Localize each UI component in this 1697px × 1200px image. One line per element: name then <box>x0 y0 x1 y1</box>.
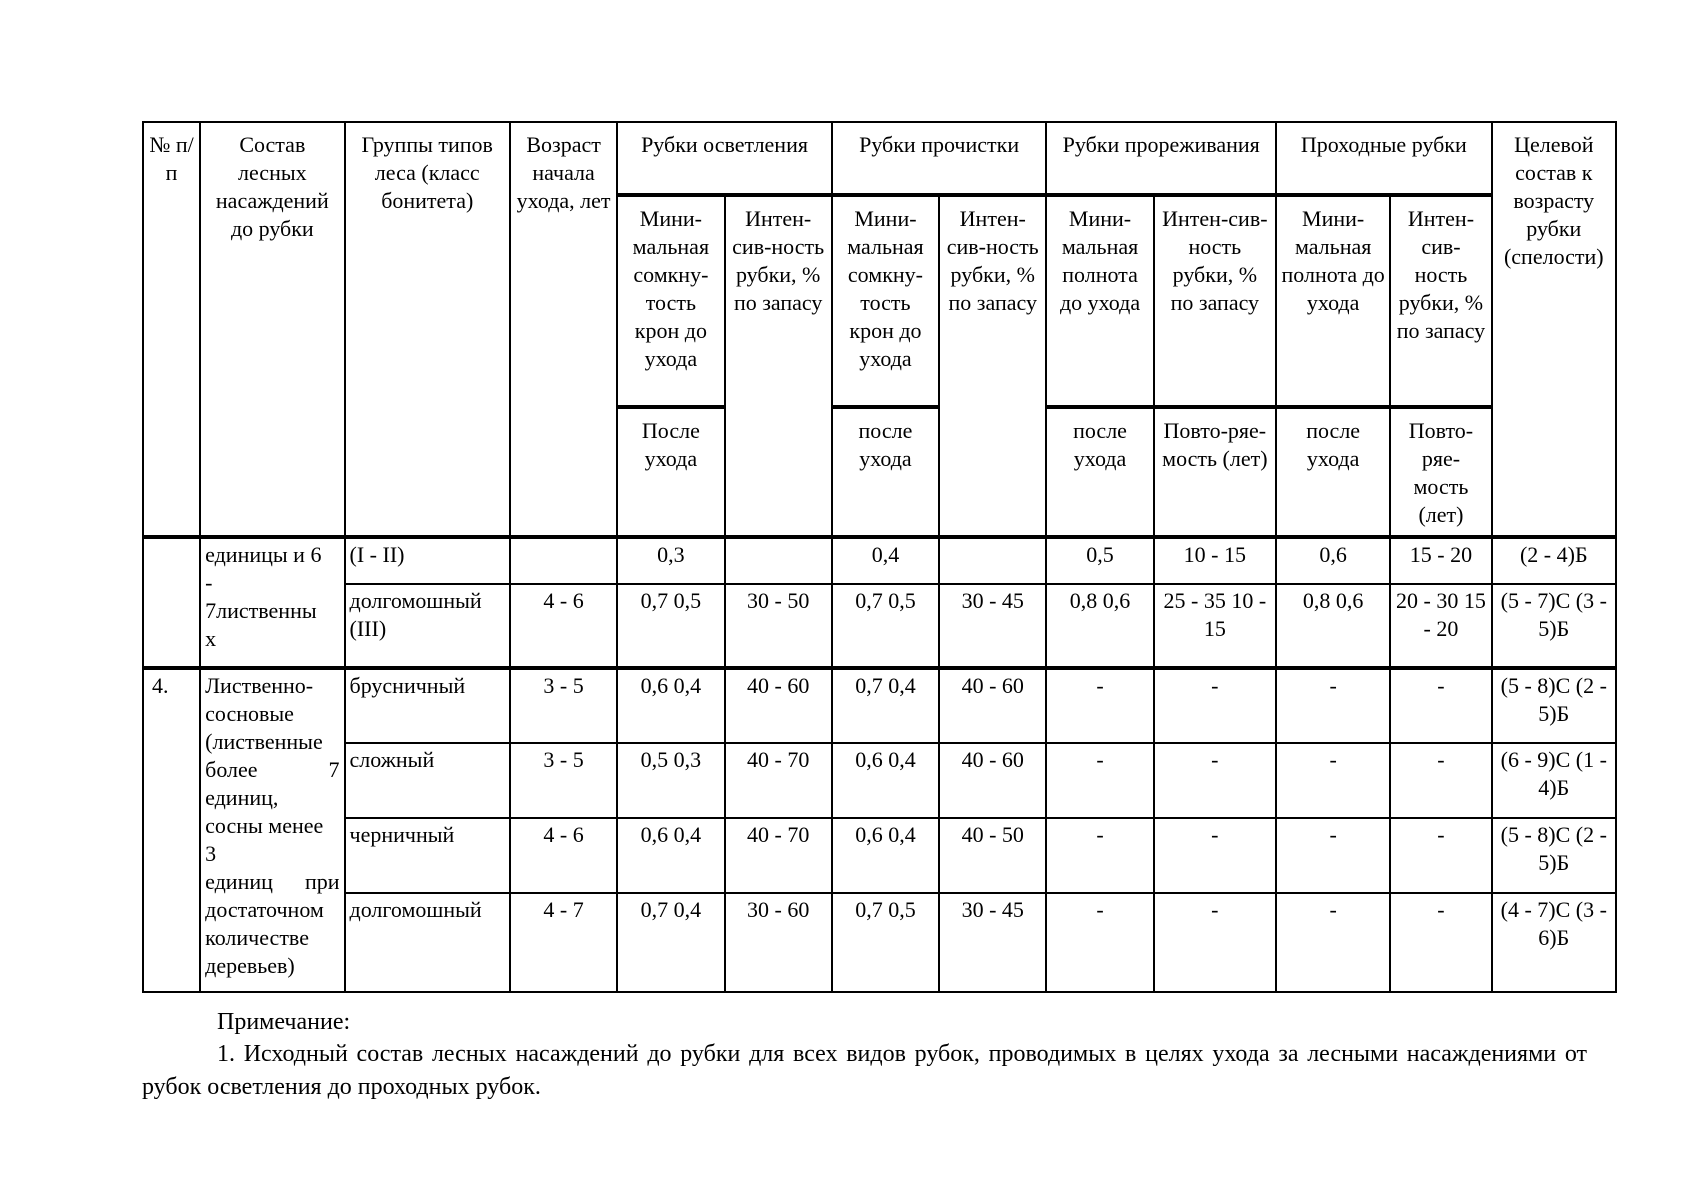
header-thinning-after: после ухода <box>1046 407 1153 537</box>
cell-thinning-min: - <box>1046 668 1153 743</box>
composition-line: 3 <box>205 841 217 866</box>
header-start-age: Возраст начала ухода, лет <box>510 122 617 537</box>
note-title: Примечание: <box>217 1009 351 1035</box>
cell-forest-type: долгомошный <box>345 893 510 992</box>
header-thinning: Рубки прореживания <box>1046 122 1276 195</box>
table-row <box>143 743 1616 818</box>
cell-target: (2 - 4)Б <box>1492 537 1616 584</box>
cell-thinning-min: - <box>1046 818 1153 893</box>
cell-clearing-intensity <box>725 537 832 584</box>
header-passage-repeatability: Повто-ряе-мость (лет) <box>1390 407 1491 537</box>
composition-line: деревьев) <box>205 953 295 978</box>
header-passage-min-density: Мини-мальная полнота до ухода <box>1276 195 1390 407</box>
cell-start-age: 3 - 5 <box>510 743 617 818</box>
cell-thinning-min: 0,8 0,6 <box>1046 584 1153 668</box>
cell-passage-min: 0,6 <box>1276 537 1390 584</box>
header-composition: Состав лесных насаждений до рубки <box>200 122 344 537</box>
cell-target: (4 - 7)С (3 - 6)Б <box>1492 893 1616 992</box>
cell-clearing-intensity: 30 - 50 <box>725 584 832 668</box>
cell-passage-min: - <box>1276 743 1390 818</box>
cell-thinning-min: 0,5 <box>1046 537 1153 584</box>
cell-forest-type: черничный <box>345 818 510 893</box>
cell-target: (5 - 7)С (3 - 5)Б <box>1492 584 1616 668</box>
header-passage: Проходные рубки <box>1276 122 1492 195</box>
cell-start-age <box>510 537 617 584</box>
cell-passage-repeat: - <box>1390 743 1491 818</box>
composition-line: х <box>205 626 217 651</box>
cell-target: (5 - 8)С (2 - 5)Б <box>1492 668 1616 743</box>
cell-thinning-repeat: 25 - 35 10 - 15 <box>1154 584 1276 668</box>
cell-forest-type: (I - II) <box>345 537 510 584</box>
cell-num: 4. <box>143 668 200 992</box>
cell-clearing-min: 0,7 0,5 <box>617 584 724 668</box>
cell-composition <box>200 668 344 992</box>
cell-cleaning-min: 0,7 0,5 <box>832 584 939 668</box>
header-thinning-min-density: Мини-мальная полнота до ухода <box>1046 195 1153 407</box>
cell-cleaning-intensity: 30 - 45 <box>939 893 1046 992</box>
cell-target: (5 - 8)С (2 - 5)Б <box>1492 818 1616 893</box>
table-row <box>143 584 1616 668</box>
header-thinning-intensity: Интен-сив-ность рубки, % по запасу <box>1154 195 1276 407</box>
cell-clearing-intensity: 40 - 60 <box>725 668 832 743</box>
cell-start-age: 4 - 7 <box>510 893 617 992</box>
header-forest-type-group: Группы типов леса (класс бонитета) <box>345 122 510 537</box>
header-clearing-intensity: Интен-сив-ность рубки, % по запасу <box>725 195 832 537</box>
table-row <box>143 818 1616 893</box>
cell-cleaning-intensity: 40 - 50 <box>939 818 1046 893</box>
cell-thinning-repeat: - <box>1154 818 1276 893</box>
cell-clearing-intensity: 40 - 70 <box>725 818 832 893</box>
cell-cleaning-intensity: 40 - 60 <box>939 743 1046 818</box>
composition-line: единиц при <box>205 869 340 894</box>
cell-thinning-repeat: - <box>1154 893 1276 992</box>
header-clearing-min-closure: Мини-мальная сомкну-тость крон до ухода <box>617 195 724 407</box>
cell-cleaning-intensity: 30 - 45 <box>939 584 1046 668</box>
header-passage-intensity: Интен-сив-ность рубки, % по запасу <box>1390 195 1491 407</box>
cell-clearing-min: 0,5 0,3 <box>617 743 724 818</box>
composition-line: сосновые <box>205 701 294 726</box>
composition-line: Лиственно- <box>205 673 314 698</box>
header-thinning-repeatability: Повто-ряе-мость (лет) <box>1154 407 1276 537</box>
cell-forest-type: сложный <box>345 743 510 818</box>
cell-cleaning-min: 0,6 0,4 <box>832 818 939 893</box>
cell-passage-min: - <box>1276 818 1390 893</box>
cell-passage-repeat: - <box>1390 668 1491 743</box>
cell-clearing-intensity: 40 - 70 <box>725 743 832 818</box>
cell-clearing-min: 0,6 0,4 <box>617 818 724 893</box>
header-target: Целевой состав к возрасту рубки (спелости) <box>1492 122 1616 537</box>
cell-cleaning-min: 0,7 0,5 <box>832 893 939 992</box>
cell-cleaning-min: 0,6 0,4 <box>832 743 939 818</box>
cell-forest-type: долгомошный (III) <box>345 584 510 668</box>
cell-num <box>143 537 200 668</box>
header-row-1 <box>143 122 1616 195</box>
forest-care-table <box>142 121 1617 993</box>
header-cleaning: Рубки прочистки <box>832 122 1047 195</box>
header-num: № п/п <box>143 122 200 537</box>
composition-line: сосны менее <box>205 813 324 838</box>
cell-cleaning-intensity: 40 - 60 <box>939 668 1046 743</box>
note-text: 1. Исходный состав лесных насаждений до рубки для всех видов рубок, проводимых в целях ухода за лесными насаждениями от рубок осветления до проходных рубок. <box>142 1041 1587 1100</box>
cell-thinning-min: - <box>1046 743 1153 818</box>
composition-line: количестве <box>205 925 309 950</box>
cell-thinning-repeat: - <box>1154 743 1276 818</box>
cell-passage-min: - <box>1276 668 1390 743</box>
cell-cleaning-min: 0,4 <box>832 537 939 584</box>
composition-line: достаточном <box>205 897 324 922</box>
cell-passage-repeat: 15 - 20 <box>1390 537 1491 584</box>
cell-clearing-min: 0,6 0,4 <box>617 668 724 743</box>
header-clearing: Рубки осветления <box>617 122 832 195</box>
composition-line: единиц, <box>205 785 279 810</box>
cell-passage-repeat: 20 - 30 15 - 20 <box>1390 584 1491 668</box>
cell-start-age: 4 - 6 <box>510 584 617 668</box>
cell-clearing-min: 0,7 0,4 <box>617 893 724 992</box>
cell-passage-repeat: - <box>1390 893 1491 992</box>
header-clearing-after: После ухода <box>617 407 724 537</box>
table-row <box>143 537 1616 584</box>
header-passage-after: после ухода <box>1276 407 1390 537</box>
cell-thinning-repeat: 10 - 15 <box>1154 537 1276 584</box>
cell-target: (6 - 9)С (1 - 4)Б <box>1492 743 1616 818</box>
cell-passage-min: 0,8 0,6 <box>1276 584 1390 668</box>
cell-thinning-min: - <box>1046 893 1153 992</box>
composition-line: (лиственные <box>205 729 323 754</box>
header-cleaning-min-closure: Мини-мальная сомкну-тость крон до ухода <box>832 195 939 407</box>
header-cleaning-intensity: Интен-сив-ность рубки, % по запасу <box>939 195 1046 537</box>
cell-passage-repeat: - <box>1390 818 1491 893</box>
cell-forest-type: брусничный <box>345 668 510 743</box>
header-cleaning-after: после ухода <box>832 407 939 537</box>
cell-clearing-intensity: 30 - 60 <box>725 893 832 992</box>
cell-clearing-min: 0,3 <box>617 537 724 584</box>
table-row <box>143 893 1616 992</box>
cell-composition <box>200 537 344 668</box>
composition-line: более 7 <box>205 757 340 782</box>
cell-start-age: 3 - 5 <box>510 668 617 743</box>
composition-line: 7лиственны <box>205 598 317 623</box>
cell-thinning-repeat: - <box>1154 668 1276 743</box>
cell-cleaning-intensity <box>939 537 1046 584</box>
composition-line: единицы и 6 <box>205 542 322 567</box>
table-row <box>143 668 1616 743</box>
composition-line: - <box>205 570 213 595</box>
cell-start-age: 4 - 6 <box>510 818 617 893</box>
cell-passage-min: - <box>1276 893 1390 992</box>
cell-cleaning-min: 0,7 0,4 <box>832 668 939 743</box>
